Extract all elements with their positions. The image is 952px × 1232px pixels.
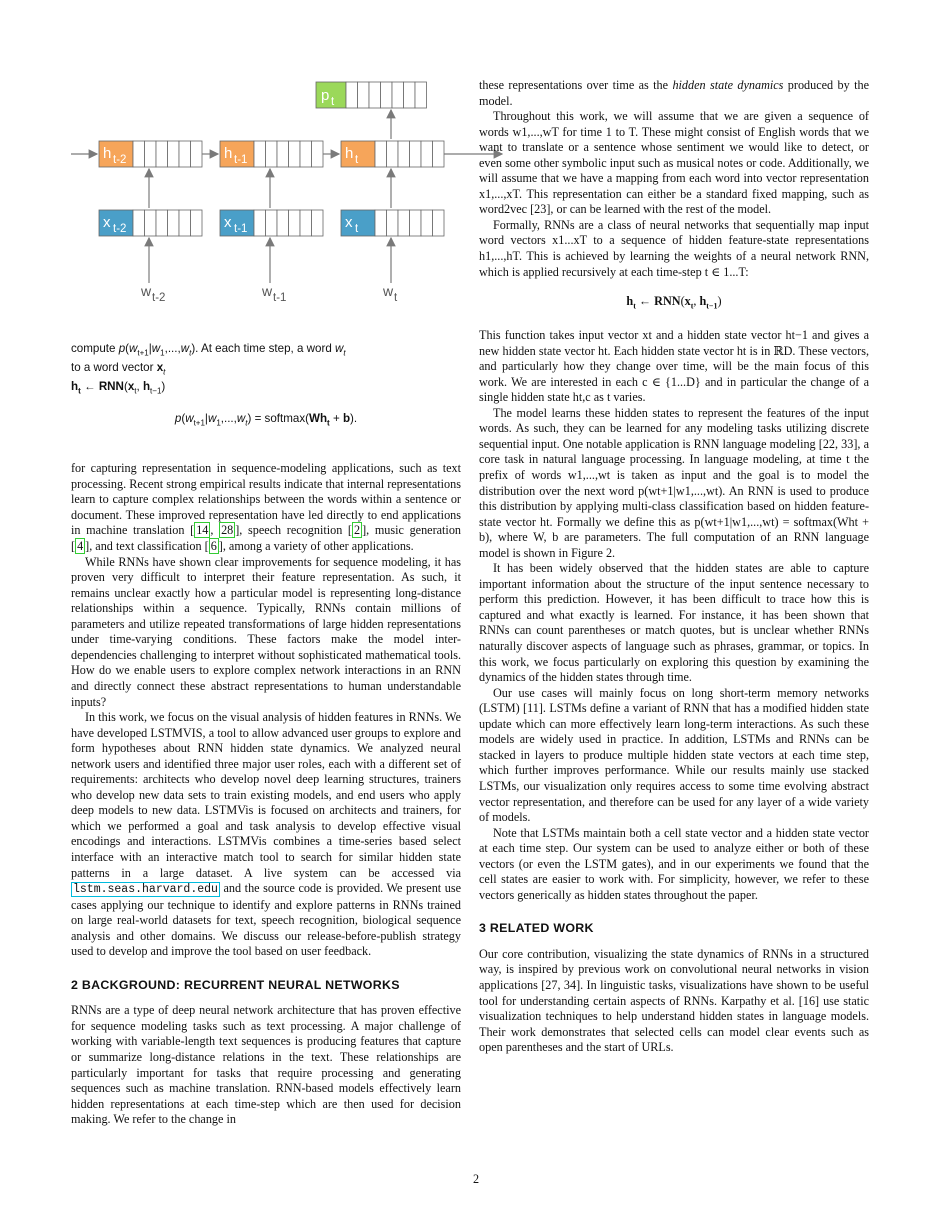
hidden-state-t-2-sub: t-2 — [113, 154, 127, 166]
right-paragraph-7: Our use cases will mainly focus on long short-term memory networks (LSTM) [11]. LSTMs define a variant of RNN that has a modified hidden state update which can more effectively learn long-term interactions. As such these models are widely used in practice. In addition, LSTMs and RNNs can be stacked in layers to produce multiple hidden state vectors at each time step, which further improves performance. While our results mainly use stacked LSTMs, our visualization only requires access to some time evolving abstract vector representation, and therefore can be used for any layer of a wide variety of models. — [479, 685, 869, 825]
intro-paragraph-3: In this work, we focus on the visual analysis of hidden features in RNNs. We have developed LSTMVIS, a tool to allow advanced user groups to explore and form hypotheses about RNN hidden state dynamics. We analyzed neural network users and identified three major user roles, each with a different set of requirements: architects who develop novel deep learning structures, trainers who develop new data sets to train existing models, and end users who apply deep models to new data. LSTMVis is focused on architects and trainers, for which we performed a goal and task analysis to develop effective visual encodings and interactions. LSTMVis combines a time-series based select interface with an interactive match tool to search for similar hidden state patterns in a large dataset. A live system can be accessed via lstm.seas.harvard.edu and the source code is provided. We present use cases applying our technique to identify and explore patterns in RNNs trained on large real-world datasets for text, speech recognition, biological sequence analysis and other domains. We discuss our release-before-publish strategy used to develop and improve the tool based on user feedback. — [71, 710, 461, 959]
hidden-state-t-label: h — [345, 145, 354, 162]
system-url-link[interactable]: lstm.seas.harvard.edu — [73, 883, 218, 897]
prediction-cell — [415, 82, 427, 108]
word-sub: t-1 — [273, 292, 287, 304]
input-vector-t-cell — [433, 210, 445, 236]
input-vector-t-1-cell — [254, 210, 266, 236]
background-paragraph: RNNs are a type of deep neural network architecture that has proven effective for sequence modeling tasks such as text processing. A major challenge of working with variable-length text sequences is producing features that capture or summarize long-distance relations in the text. These relationships are particularly important for tasks that require processing and generating sequences such as machine translation. RNN-based models effectively learn hidden representations at each time-step which are then used for decision making. We refer to the change in — [71, 1003, 461, 1127]
input-vector-t-1-sub: t-1 — [234, 223, 248, 235]
right-paragraph-3: Formally, RNNs are a class of neural networks that sequentially map input word vectors x1...xT to a sequence of hidden feature-state representations h1,...,hT. This is achieved by learning the weights of a neural network RNN, which is applied recursively at each time-step t ∈ 1...T: — [479, 217, 869, 279]
hidden-state-t-cell — [375, 141, 387, 167]
section-2-heading: 2 BACKGROUND: RECURRENT NEURAL NETWORKS — [71, 977, 400, 992]
hidden-state-t-1-cell — [254, 141, 266, 167]
intro-paragraph-2: While RNNs have shown clear improvements for sequence modeling, it has proven very difficult to interpret their feature representation. As such, it remains unclear exactly how a particular model is representing long-distance relationships within a sequence. Typically, RNNs contain millions of parameters and utilize repeated transformations of large hidden representations under time-varying conditions. These factors make the model inter-dependencies challenging to interpret without sophisticated mathematical tools. How do we enable users to explore complex network interactions in an RNN and directly connect these abstract representations to human understandable inputs? — [71, 554, 461, 709]
hidden-state-t-cell — [410, 141, 422, 167]
prediction-label: p — [321, 87, 330, 104]
prediction-cell — [369, 82, 381, 108]
rnn-diagram — [66, 78, 506, 328]
right-paragraph-5: The model learns these hidden states to represent the features of the input words. As such, they can be learned for any modeling tasks utilizing discrete sequential input. One notable application is RNN language modeling [22, 33], a core task in natural language processing. In language modeling, at time t the prefix of words w1,...,wt is taken as input and the goal is to model the distribution over the next word p(wt+1|w1,...,wt). An RNN is used to produce this distribution by applying multi-class classification based on hidden feature-state vector ht. Formally we define this as p(wt+1|w1,...,wt) = softmax(Wht + b), where W, b are parameters. The full computation of an RNN language model is shown in Figure 2. — [479, 405, 869, 560]
input-vector-t-2-sub: t-2 — [113, 223, 127, 235]
input-vector-t-1-label: x — [224, 214, 232, 231]
hidden-state-t-1-cell — [312, 141, 324, 167]
prediction-cell — [404, 82, 416, 108]
hidden-state-t-1-sub: t-1 — [234, 154, 248, 166]
hidden-state-t-2-cell — [156, 141, 168, 167]
input-vector-t-2-cell — [145, 210, 157, 236]
left-column — [71, 340, 461, 1128]
right-paragraph-2: Throughout this work, we will assume that we are given a sequence of words w1,...,wT for time 1 to T. These might consist of English words that we want to translate or a sentence whose sentiment we would like to detect, or even some other symbolic input such as musical notes or code. Additionally, we will assume that we have a mapping from each word into vector representation x1,...,xT. This representation can either be a standard fixed mapping, such as word2vec [23], or can be learned with the rest of the model. — [479, 109, 869, 217]
input-vector-t-2-cell — [191, 210, 203, 236]
input-vector-t-1-cell — [289, 210, 301, 236]
input-vector-t-sub: t — [355, 223, 359, 235]
right-paragraph-4: This function takes input vector xt and a hidden state vector ht−1 and gives a new hidden state vector ht. Each hidden state vector ht is in ℝD. These vectors, and particularly how they change over time, will be the main focus of this work. We are interested in each c ∈ {1...D} and in particular the change of a single hidden state ht,c as t varies. — [479, 328, 869, 405]
prediction-sub: t — [331, 96, 335, 108]
prediction-cell — [392, 82, 404, 108]
input-vector-t-2-cell — [179, 210, 191, 236]
input-vector-t-1-cell — [300, 210, 312, 236]
hidden-state-t-2-cell — [179, 141, 191, 167]
rnn-equation: $h_t$ ← $RNN(x_t$, $h_{t-1}$) — [626, 294, 722, 311]
caption-equation: $p(w_{t+1}|w_1,...,w_t)$ = $softmax(Wh_t + b)$. — [174, 412, 358, 428]
hidden-state-t-1-cell — [289, 141, 301, 167]
hidden-state-t-cell — [421, 141, 433, 167]
hidden-state-t-2-cell — [168, 141, 180, 167]
input-vector-t-cell — [421, 210, 433, 236]
hidden-state-t-2-cell — [191, 141, 203, 167]
hidden-state-t-cell — [433, 141, 445, 167]
input-vector-t-2-cell — [156, 210, 168, 236]
right-paragraph-6: It has been widely observed that the hidden states are able to capture important information about the structure of the input sentence necessary to perform this prediction. However, it has been difficult to trace how this is captured and what exactly is learned. For instance, it has been shown that RNNs can count parentheses or match quotes, but is unclear whether RNNs naturally discover aspects of language such as phrases, grammar, or topics. In this work, we focus particularly on exploring this question by examining the dynamics of the hidden states through time. — [479, 561, 869, 685]
section-3-heading: 3 RELATED WORK — [479, 921, 594, 936]
hidden-state-t-cell — [387, 141, 399, 167]
input-vector-t-2-label: x — [103, 214, 111, 231]
input-vector-t-2-cell — [168, 210, 180, 236]
word-sub: t — [394, 292, 398, 304]
right-paragraph-8: Note that LSTMs maintain both a cell state vector and a hidden state vector at each time step. Our system can be used to analyze either or both of these vectors (or even the LSTM gates), and in our experiments we found that the cell states are easier to work with. For simplicity, however, we refer to these vectors generically as hidden states throughout the paper. — [479, 825, 869, 902]
hidden-state-t-2-cell — [145, 141, 157, 167]
intro-paragraph-1: for capturing representation in sequence-modeling applications, such as text processing. Recent strong empirical results indicate that internal representations learn to capture complex relationships between the words within a sentence or document. These improved representation have led directly to end applications in machine translation [ 14 , 28 ], speech recognition [ 2 ], music generation [ 4 ], and text classification [ 6 ], among a variety of other applications. — [71, 461, 462, 554]
hidden-state-t-2-cell — [133, 141, 145, 167]
hidden-state-t-2-label: h — [103, 145, 112, 162]
input-vector-t-cell — [375, 210, 387, 236]
input-vector-t-1-cell — [312, 210, 324, 236]
hidden-state-t-1-cell — [277, 141, 289, 167]
prediction-cell — [358, 82, 370, 108]
input-vector-t-cell — [398, 210, 410, 236]
input-vector-t-2-cell — [133, 210, 145, 236]
hidden-state-t-1-cell — [300, 141, 312, 167]
word-label: w — [383, 283, 394, 299]
word-label: w — [141, 283, 152, 299]
word-sub: t-2 — [152, 292, 166, 304]
right-column — [479, 78, 869, 1056]
hidden-state-t-sub: t — [355, 154, 359, 166]
hidden-state-t-cell — [398, 141, 410, 167]
hidden-state-t-1-label: h — [224, 145, 233, 162]
input-vector-t-cell — [410, 210, 422, 236]
word-label: w — [262, 283, 273, 299]
input-vector-t-1-cell — [277, 210, 289, 236]
input-vector-t-cell — [387, 210, 399, 236]
figure-caption: compute $p(w_{t+1}|w_1,...,w_t)$. At each time step, a word $w_t$ to a word vector $x_t$ $h_t$ ← $RNN(x_t$, $h_{t-1}$) — [71, 342, 346, 395]
input-vector-t-label: x — [345, 214, 353, 231]
prediction-cell — [381, 82, 393, 108]
page-number: 2 — [472, 1172, 480, 1186]
right-paragraph-1: these representations over time as the hidden state dynamics produced by the model. — [479, 78, 869, 108]
related-work-paragraph: Our core contribution, visualizing the state dynamics of RNNs in a structured way, is inspired by previous work on convolutional neural networks in vision applications [27, 34]. In linguistic tasks, visualizations have shown to be useful tool for understanding certain aspects of RNNs. Karpathy et al. [16] use static visualization techniques to help understand hidden states in language models. Their work demonstrates that selected cells can model clear events such as open parentheses and the start of URLs. — [479, 946, 869, 1055]
prediction-cell — [346, 82, 358, 108]
hidden-state-t-1-cell — [266, 141, 278, 167]
input-vector-t-1-cell — [266, 210, 278, 236]
